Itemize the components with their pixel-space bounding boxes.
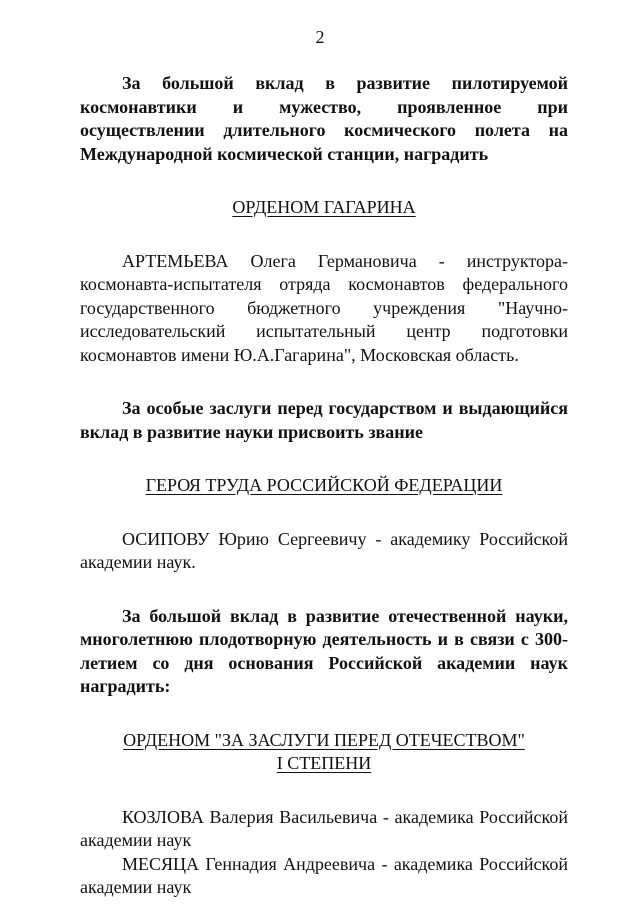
recipient-list bbox=[80, 806, 568, 900]
recipient-kozlov: КОЗЛОВА Валерия Васильевича - академика Российской академии наук bbox=[80, 806, 568, 850]
award-title-hero-of-labor bbox=[80, 474, 568, 498]
award-title-order-gagarin bbox=[80, 196, 568, 220]
award-title-line: ГЕРОЯ ТРУДА РОССИЙСКОЙ ФЕДЕРАЦИИ bbox=[145, 475, 503, 495]
page-number: 2 bbox=[315, 27, 325, 47]
section-intro-cosmonautics: За большой вклад в развитие пилотируемой космонавтики и мужество, проявленное при осуществлении длительного космического полета на Международной космической станции, наградить bbox=[80, 73, 568, 164]
recipient-osipov: ОСИПОВУ Юрию Сергеевичу - академику Российской академии наук. bbox=[80, 528, 568, 572]
award-title-line: ОРДЕНОМ ГАГАРИНА bbox=[232, 197, 416, 217]
recipient-artemyev: АРТЕМЬЕВА Олега Германовича - инструктора-космонавта-испытателя отряда космонавтов федерального государственного бюджетного учреждения "Научно-исследовательский испытательный центр подготовки космонавтов имени Ю.А.Гагарина", Московская область. bbox=[80, 250, 568, 365]
recipient-mesyats: МЕСЯЦА Геннадия Андреевича - академика Российской академии наук bbox=[80, 853, 568, 897]
section-intro-academy: За большой вклад в развитие отечественной науки, многолетнюю плодотворную деятельность и в связи с 300-летием со дня основания Российской академии наук наградить: bbox=[80, 605, 568, 696]
award-title-line: ОРДЕНОМ "ЗА ЗАСЛУГИ ПЕРЕД ОТЕЧЕСТВОМ" bbox=[123, 729, 525, 750]
document-content bbox=[80, 72, 568, 900]
award-title-order-merit bbox=[80, 729, 568, 776]
award-title-degree: I СТЕПЕНИ bbox=[276, 753, 372, 773]
section-intro-science: За особые заслуги перед государством и выдающийся вклад в развитие науки присвоить звание bbox=[80, 398, 568, 442]
